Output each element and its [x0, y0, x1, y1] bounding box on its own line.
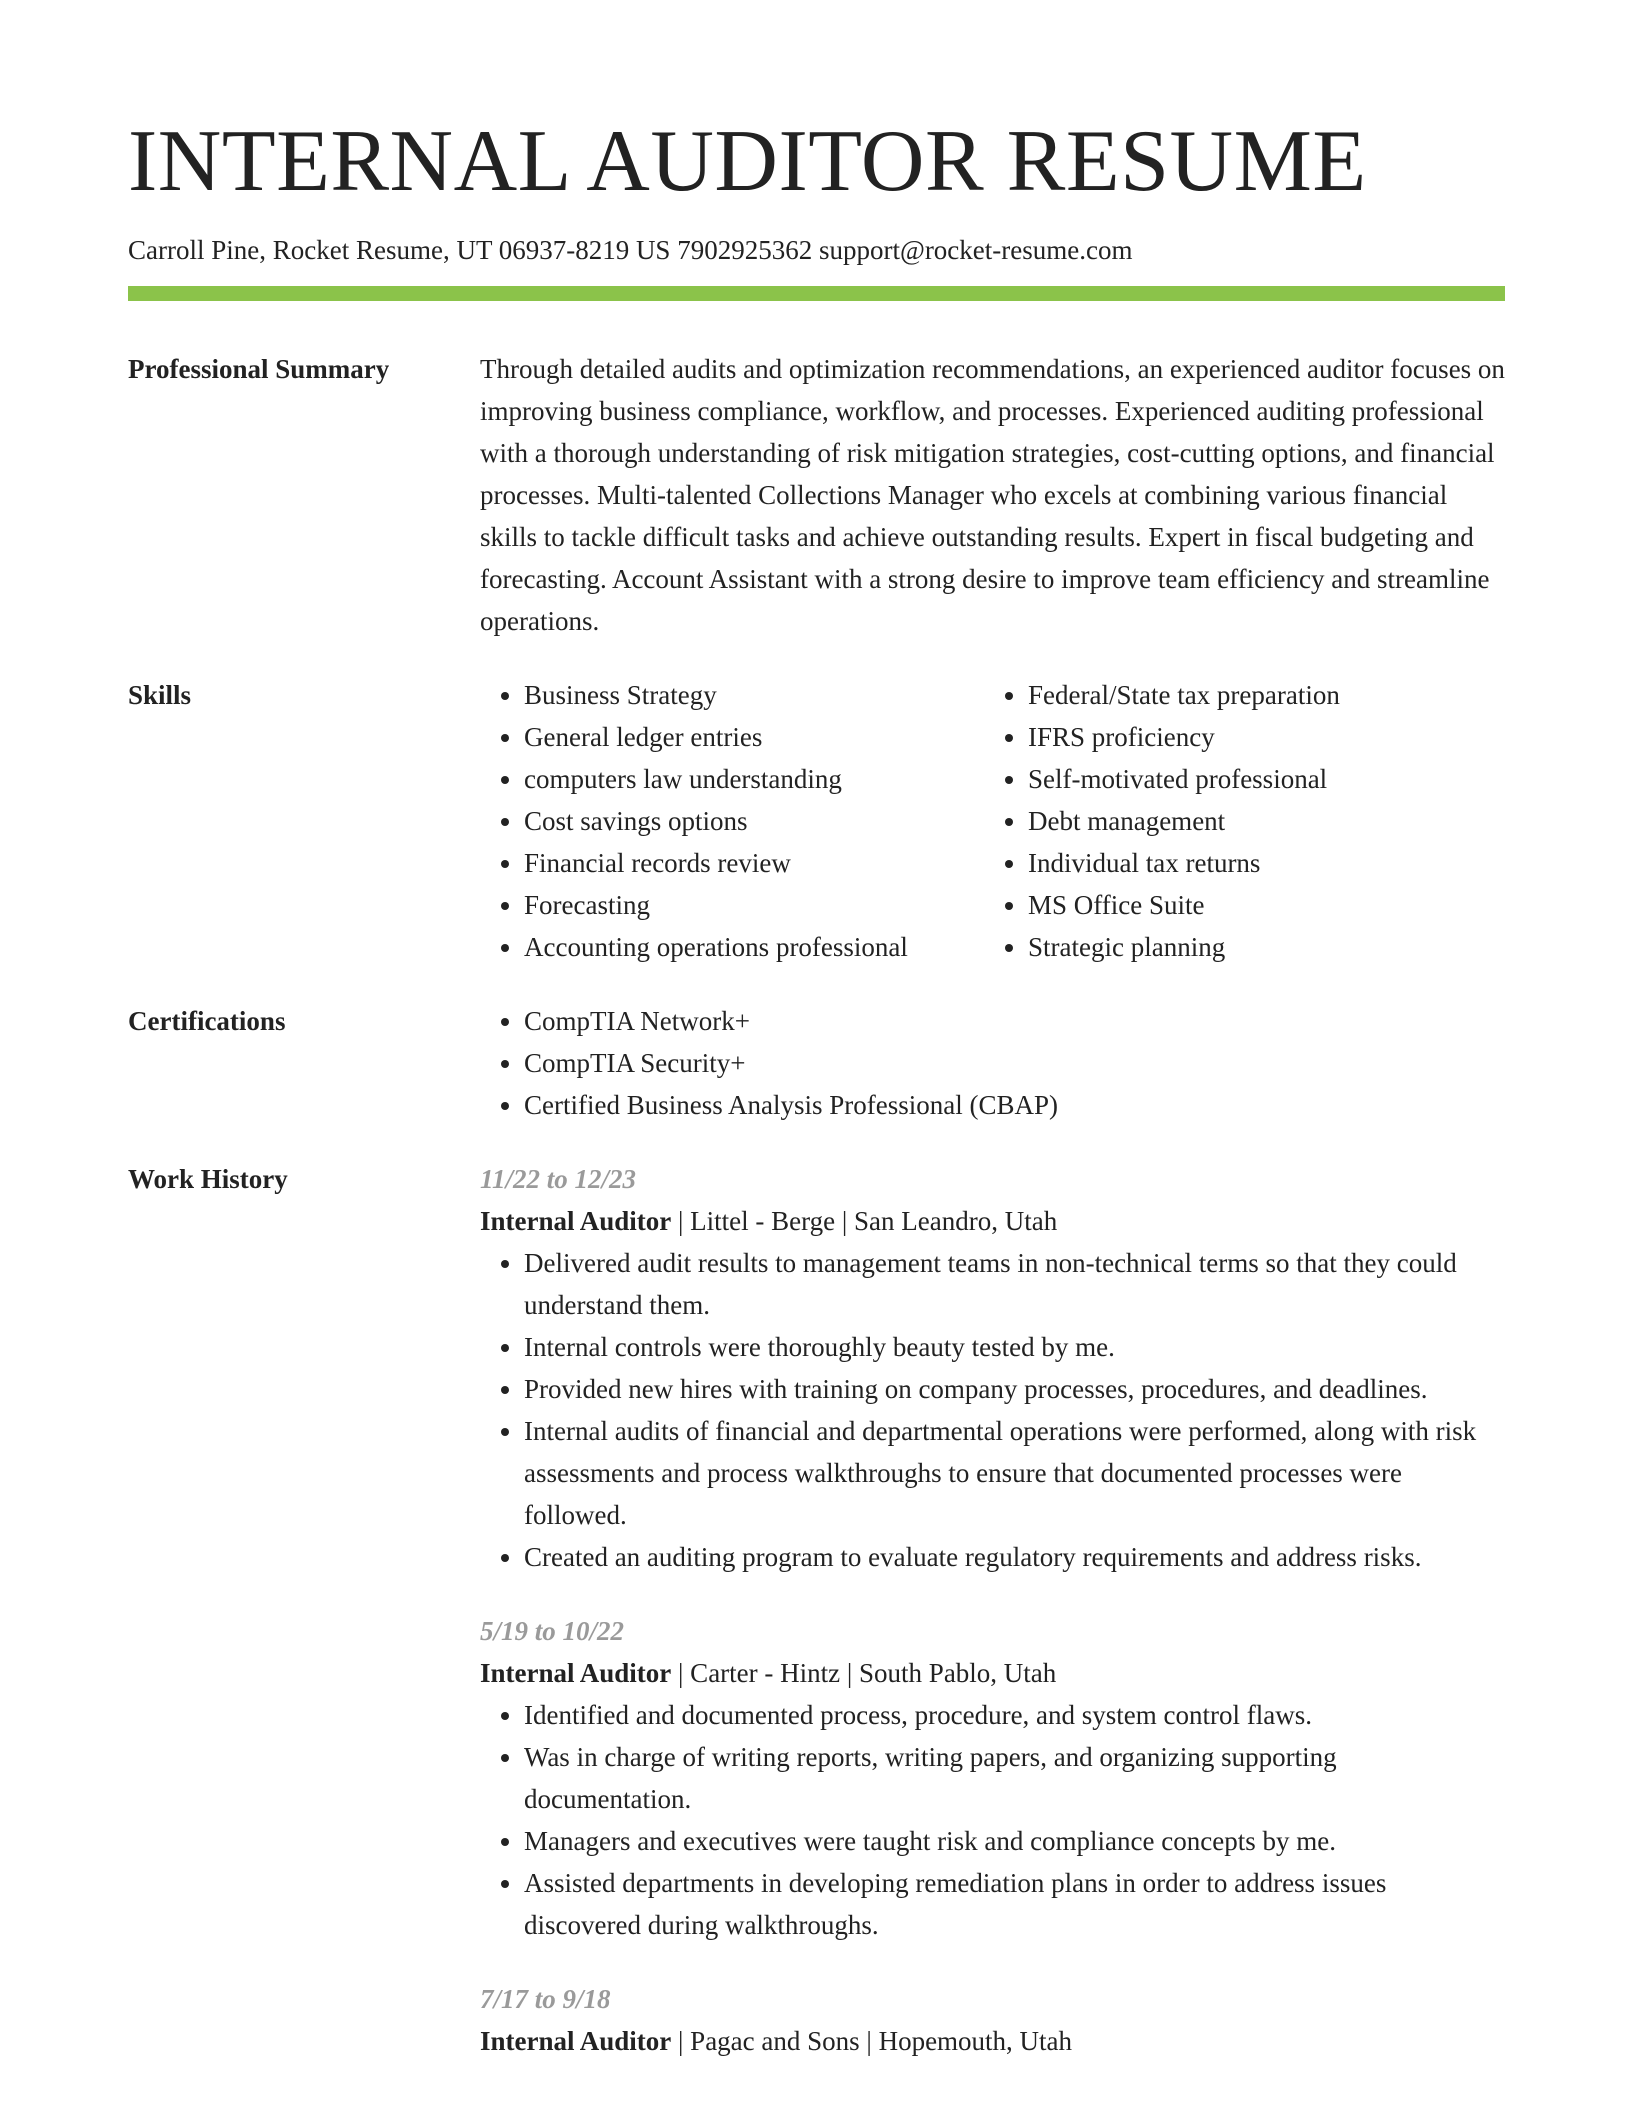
resume-title: INTERNAL AUDITOR RESUME [128, 113, 1367, 210]
job-bullet: • Identified and documented process, procedure, and system control flaws. [524, 1694, 1505, 1736]
summary-text: Through detailed audits and optimization recommendations, an experienced auditor focuses on improving business compliance, workflow, and processes. Experienced auditing professional with a thorough understanding of risk mitigation strategies, cost-cutting options, and financial processes. Multi-talented Collections Manager who excels at combining various financial skills to tackle difficult tasks and achieve outstanding results. Expert in fiscal budgeting and forecasting. Account Assistant with a strong desire to improve team efficiency and streamline operations. [480, 354, 1505, 636]
skill-item: • Self-motivated professional [1028, 758, 1340, 800]
work-history-body [480, 1158, 1505, 2094]
job-bullet: • Internal controls were thoroughly beauty tested by me. [524, 1326, 1505, 1368]
job-bullet: • Delivered audit results to management teams in non-technical terms so that they could understand them. [524, 1242, 1505, 1326]
skill-item: • computers law understanding [524, 758, 984, 800]
job-details: | Littel - Berge | San Leandro, Utah [671, 1206, 1058, 1236]
certifications-label: Certifications [128, 1006, 286, 1036]
certification-item: • Certified Business Analysis Professional (CBAP) [524, 1084, 1505, 1126]
skill-item: • IFRS proficiency [1028, 716, 1340, 758]
job-bullet: • Managers and executives were taught risk and compliance concepts by me. [524, 1820, 1505, 1862]
skill-item: • Individual tax returns [1028, 842, 1340, 884]
job-bullet: • Internal audits of financial and departmental operations were performed, along with risk assessments and process walkthroughs to ensure that documented processes were followed. [524, 1410, 1505, 1536]
skills-list-right [984, 674, 1340, 968]
certification-item: • CompTIA Security+ [524, 1042, 1505, 1084]
skill-item: • Accounting operations professional [524, 926, 984, 968]
job-bullet: • Was in charge of writing reports, writing papers, and organizing supporting documentation. [524, 1736, 1505, 1820]
skill-item: • Cost savings options [524, 800, 984, 842]
work-history-label: Work History [128, 1164, 288, 1194]
job-title: Internal Auditor [480, 1658, 672, 1688]
skills-body [480, 674, 1505, 968]
job-dates: 5/19 to 10/22 [480, 1616, 625, 1646]
skill-item: • Strategic planning [1028, 926, 1340, 968]
job-dates: 7/17 to 9/18 [480, 1984, 611, 2014]
summary-label: Professional Summary [128, 354, 390, 384]
skill-item: • Financial records review [524, 842, 984, 884]
skill-item: • Forecasting [524, 884, 984, 926]
job-title: Internal Auditor [480, 2026, 672, 2056]
job-bullet: • Created an auditing program to evaluate regulatory requirements and address risks. [524, 1536, 1505, 1578]
job-header [480, 1652, 1505, 1694]
skill-item: • General ledger entries [524, 716, 984, 758]
certifications-list [480, 1000, 1505, 1126]
skill-item: • MS Office Suite [1028, 884, 1340, 926]
job-entry [480, 1610, 1505, 1946]
skill-item: • Business Strategy [524, 674, 984, 716]
job-entry [480, 1158, 1505, 1578]
contact-line: Carroll Pine, Rocket Resume, UT 06937-8219 US 7902925362 support@rocket-resume.com [128, 235, 1133, 265]
job-details: | Carter - Hintz | South Pablo, Utah [671, 1658, 1057, 1688]
job-bullet: • Assisted departments in developing remediation plans in order to address issues discovered during walkthroughs. [524, 1862, 1505, 1946]
job-entry [480, 1978, 1505, 2062]
job-dates: 11/22 to 12/23 [480, 1164, 637, 1194]
job-details: | Pagac and Sons | Hopemouth, Utah [671, 2026, 1073, 2056]
job-bullet: • Provided new hires with training on company processes, procedures, and deadlines. [524, 1368, 1505, 1410]
skills-label: Skills [128, 680, 192, 710]
job-bullets [480, 1242, 1505, 1578]
header-divider [128, 286, 1505, 301]
certification-item: • CompTIA Network+ [524, 1000, 1505, 1042]
job-header [480, 2020, 1505, 2062]
skill-item: • Federal/State tax preparation [1028, 674, 1340, 716]
summary-body [480, 348, 1505, 642]
job-title: Internal Auditor [480, 1206, 672, 1236]
job-header [480, 1200, 1505, 1242]
job-bullets [480, 1694, 1505, 1946]
certifications-body [480, 1000, 1505, 1126]
skill-item: • Debt management [1028, 800, 1340, 842]
skills-list-left [480, 674, 984, 968]
